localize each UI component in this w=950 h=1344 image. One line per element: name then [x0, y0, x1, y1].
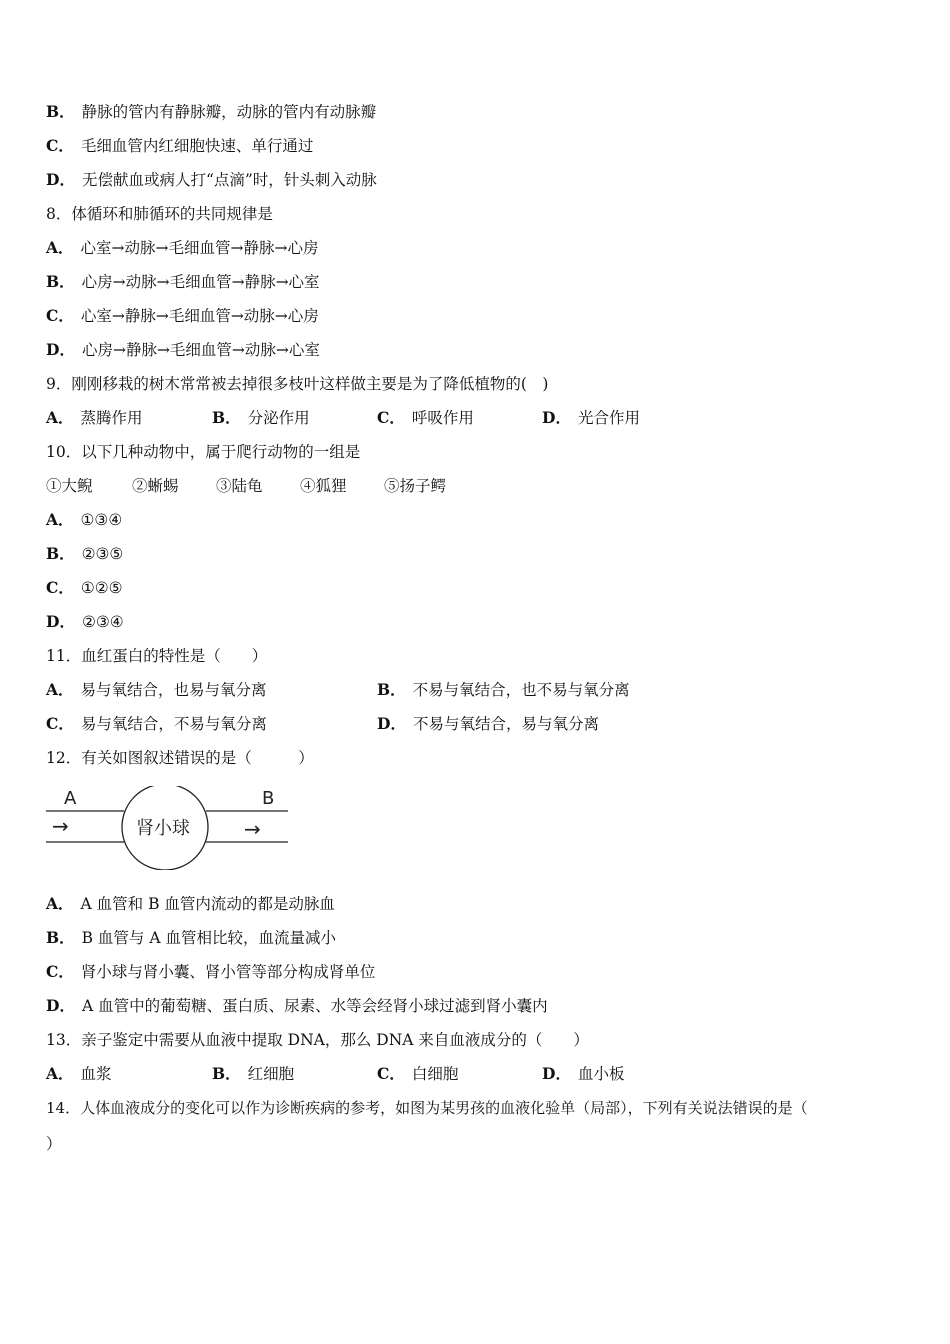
q11-option-d: D． 不易与氧结合，易与氧分离	[377, 714, 599, 733]
q11-option-a: A． 易与氧结合，也易与氧分离	[46, 680, 267, 699]
q13-option-b: B． 红细胞	[212, 1064, 295, 1083]
q12-option-d: D． A 血管中的葡萄糖、蛋白质、尿素、水等会经肾小球过滤到肾小囊内	[46, 996, 548, 1015]
q10-item-5: ⑤扬子鳄	[384, 477, 447, 495]
q13-option-d: D． 血小板	[542, 1064, 625, 1083]
q10-item-2: ②蜥蜴	[132, 477, 179, 495]
q12-stem: 12．有关如图叙述错误的是（ ）	[46, 749, 314, 767]
q8-option-c: C． 心室→静脉→毛细血管→动脉→心房	[46, 306, 319, 325]
glomerulus-diagram-svg	[44, 786, 290, 870]
q11-stem: 11．血红蛋白的特性是（ ）	[46, 647, 268, 665]
arrow-out-icon: →	[244, 817, 261, 841]
arrow-in-icon: →	[52, 814, 69, 838]
q13-stem: 13．亲子鉴定中需要从血液中提取 DNA，那么 DNA 来自血液成分的（ ）	[46, 1031, 589, 1049]
q8-stem: 8．体循环和肺循环的共同规律是	[46, 205, 273, 223]
q10-option-c: C． ①②⑤	[46, 578, 123, 597]
q7-option-d: D． 无偿献血或病人打“点滴”时，针头刺入动脉	[46, 170, 377, 189]
q7-option-c: C． 毛细血管内红细胞快速、单行通过	[46, 136, 314, 155]
q12-option-a: A． A 血管和 B 血管内流动的都是动脉血	[46, 894, 335, 913]
q10-item-4: ④狐狸	[300, 477, 347, 495]
q9-option-c: C． 呼吸作用	[377, 408, 474, 427]
q13-option-a: A． 血浆	[46, 1064, 112, 1083]
q10-option-b: B． ②③⑤	[46, 544, 124, 563]
glomerulus-diagram	[44, 786, 290, 870]
q10-item-1: ①大鲵	[46, 477, 93, 495]
q9-option-d: D． 光合作用	[542, 408, 640, 427]
q12-option-c: C． 肾小球与肾小囊、肾小管等部分构成肾单位	[46, 962, 376, 981]
glomerulus-label: 肾小球	[136, 818, 190, 839]
q10-item-3: ③陆龟	[216, 477, 263, 495]
q11-option-c: C． 易与氧结合，不易与氧分离	[46, 714, 267, 733]
label-b: B	[262, 788, 275, 809]
q10-option-a: A． ①③④	[46, 510, 123, 529]
q13-option-c: C． 白细胞	[377, 1064, 459, 1083]
q12-option-b: B． B 血管与 A 血管相比较，血流量减小	[46, 928, 336, 947]
q7-option-b: B． 静脉的管内有静脉瓣，动脉的管内有动脉瓣	[46, 102, 377, 121]
q8-option-b: B． 心房→动脉→毛细血管→静脉→心室	[46, 272, 320, 291]
q9-option-a: A． 蒸腾作用	[46, 408, 143, 427]
label-a: A	[64, 788, 77, 809]
q9-option-b: B． 分泌作用	[212, 408, 310, 427]
q9-stem: 9．刚刚移栽的树木常常被去掉很多枝叶这样做主要是为了降低植物的( )	[46, 375, 549, 393]
q14-stem-line2: ）	[46, 1135, 62, 1153]
q10-option-d: D． ②③④	[46, 612, 124, 631]
q10-stem: 10．以下几种动物中，属于爬行动物的一组是	[46, 443, 361, 461]
q11-option-b: B． 不易与氧结合，也不易与氧分离	[377, 680, 630, 699]
q8-option-a: A． 心室→动脉→毛细血管→静脉→心房	[46, 238, 319, 257]
q14-stem-line1: 14．人体血液成分的变化可以作为诊断疾病的参考，如图为某男孩的血液化验单（局部），下列有关说法错误的是（	[46, 1099, 808, 1117]
q8-option-d: D． 心房→静脉→毛细血管→动脉→心室	[46, 340, 320, 359]
